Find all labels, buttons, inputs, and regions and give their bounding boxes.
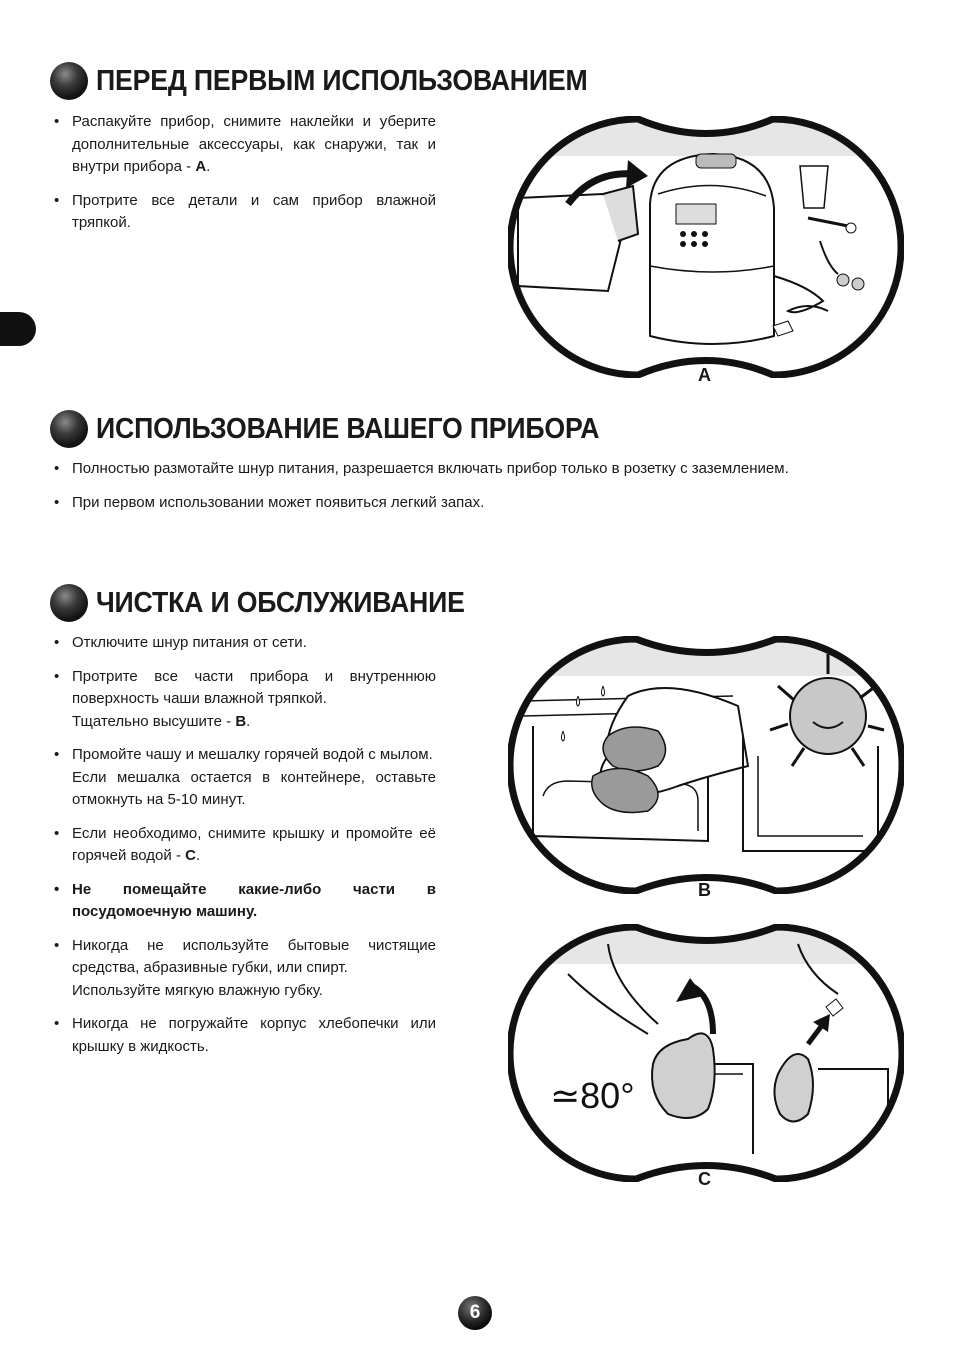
section-heading-cleaning [50,584,497,622]
item-text: • Промойте чашу и мешалку горячей водой с мылом. [72,746,433,763]
using-list [52,458,912,525]
item-text-second [72,711,436,734]
list-item: • При первом использовании может появиться легкий запах. [52,492,912,515]
section-heading-before-use [50,62,630,100]
item-text: Если мешалка остается в контейнере, оставьте отмокнуть на 5-10 минут. [72,768,436,808]
figure-label-b: B [698,880,711,900]
list-item: • Протрите все детали и сам прибор влажной тряпкой. [52,190,436,235]
list-item [52,666,436,734]
item-end: . [195,847,201,864]
item-text: Используйте мягкую влажную губку. [72,981,323,999]
bullet-ball-icon [50,410,88,448]
list-item: • Полностью размотайте шнур питания, разрешается включать прибор только в розетку с заземлением. [52,458,912,481]
figure-a-unpacking-illustration [508,116,904,378]
list-item [52,823,436,868]
item-end: . [206,158,211,175]
item-text: • Протрите все части прибора и внутреннюю поверхность чаши влажной тряпкой. [72,667,436,707]
list-item: • Никогда не погружайте корпус хлебопечки или крышку в жидкость. [52,1013,436,1058]
list-item: • Отключите шнур питания от сети. [52,632,436,655]
figure-ref: C [185,847,196,864]
bullet-ball-icon [50,584,88,622]
angle-label: ≃80° [550,1075,635,1116]
list-item [52,744,436,812]
section-title: ЧИСТКА И ОБСЛУЖИВАНИЕ [96,586,465,619]
item-text: Распакуйте прибор, снимите наклейки и уберите дополнительные аксессуары, как снаружи, так и внутри прибора - [72,113,436,175]
figure-label-a: A [698,365,711,385]
item-text: Если необходимо, снимите крышку и промойте её горячей водой - [72,824,436,864]
list-item-warning: • Не помещайте какие-либо части в посудомоечную машину. [52,879,436,924]
before-use-list [52,111,436,246]
item-text: Тщательно высушите - [72,712,236,730]
section-heading-using [50,410,643,448]
list-item [52,935,436,1003]
figure-ref: B [235,712,247,730]
figure-ref: A [195,158,207,175]
figure-c-lid-removal-illustration [508,924,904,1182]
figure-label-c: C [698,1169,711,1189]
section-tab-marker [0,312,36,346]
cleaning-list [52,632,436,1069]
list-item [52,111,436,179]
item-text: • Никогда не используйте бытовые чистящие средства, абразивные губки, или спирт. [72,936,436,976]
page-number-badge: 6 [458,1296,492,1330]
section-title: ИСПОЛЬЗОВАНИЕ ВАШЕГО ПРИБОРА [96,412,600,445]
bullet-ball-icon [50,62,88,100]
section-title: ПЕРЕД ПЕРВЫМ ИСПОЛЬЗОВАНИЕМ [96,64,588,97]
figure-b-wiping-illustration [508,636,904,894]
item-end: . [246,712,251,730]
